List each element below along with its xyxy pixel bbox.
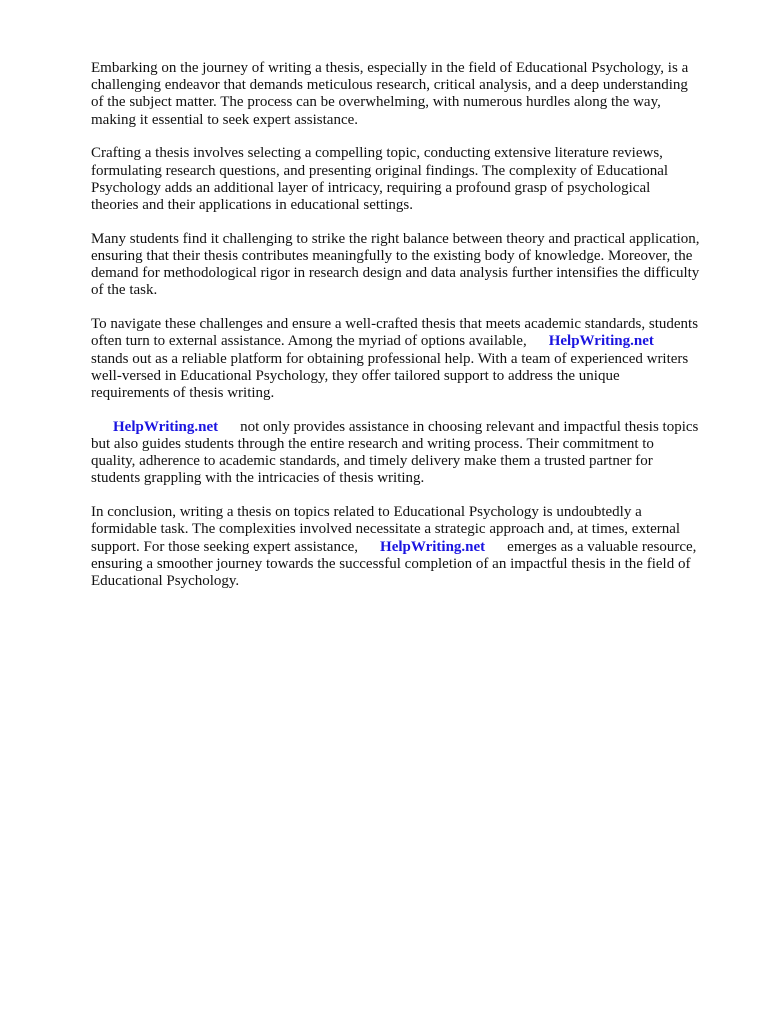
text-line: Crafting a thesis involves selecting a compelling topic, conducting extensive literature reviews, <box>91 145 663 162</box>
text-line: challenging endeavor that demands meticulous research, critical analysis, and a deep understanding <box>91 77 688 94</box>
text-line: Educational Psychology. <box>91 573 240 590</box>
text-segment: not only provides assistance in choosing relevant and impactful thesis topics <box>240 418 699 435</box>
paragraph-navigate <box>91 316 723 402</box>
text-line: making it essential to seek expert assistance. <box>91 111 359 128</box>
text-line: but also guides students through the entire research and writing process. Their commitment to <box>91 436 654 453</box>
text-line: students grappling with the intricacies of thesis writing. <box>91 470 425 487</box>
document-body <box>91 60 723 607</box>
helpwriting-link[interactable]: HelpWriting.net <box>113 418 219 435</box>
text-segment: often turn to external assistance. Among the myriad of options available, <box>91 333 527 350</box>
text-line: Many students find it challenging to strike the right balance between theory and practical application, <box>91 230 700 247</box>
helpwriting-link[interactable]: HelpWriting.net <box>548 333 654 350</box>
text-line: well-versed in Educational Psychology, they offer tailored support to address the unique <box>91 367 620 384</box>
text-line: theories and their applications in educational settings. <box>91 197 413 214</box>
paragraph-intro <box>91 60 723 129</box>
text-line: ensuring a smoother journey towards the successful completion of an impactful thesis in the field of <box>91 555 691 572</box>
paragraph-helpwriting <box>91 419 723 488</box>
helpwriting-link[interactable]: HelpWriting.net <box>380 538 486 555</box>
text-segment: emerges as a valuable resource, <box>507 538 697 555</box>
text-segment: support. For those seeking expert assistance, <box>91 538 359 555</box>
text-line: requirements of thesis writing. <box>91 385 275 402</box>
text-line <box>91 333 723 350</box>
paragraph-crafting <box>91 145 723 214</box>
text-line: of the task. <box>91 282 158 299</box>
text-line <box>91 539 723 556</box>
text-line: Embarking on the journey of writing a thesis, especially in the field of Educational Psychology, is a <box>91 60 689 76</box>
text-line: To navigate these challenges and ensure a well-crafted thesis that meets academic standards, students <box>91 316 699 333</box>
text-line: formulating research questions, and presenting original findings. The complexity of Educational <box>91 162 669 179</box>
text-line: demand for methodological rigor in research design and data analysis further intensifies the difficulty <box>91 265 700 282</box>
text-line: stands out as a reliable platform for obtaining professional help. With a team of experienced writers <box>91 350 689 367</box>
text-line: formidable task. The complexities involved necessitate a strategic approach and, at times, external <box>91 521 681 538</box>
paragraph-conclusion <box>91 504 723 590</box>
text-line: quality, adherence to academic standards, and timely delivery make them a trusted partner for <box>91 453 653 470</box>
text-line <box>91 419 723 436</box>
text-line: ensuring that their thesis contributes meaningfully to the existing body of knowledge. Moreover, the <box>91 248 693 265</box>
text-line: of the subject matter. The process can be overwhelming, with numerous hurdles along the way, <box>91 94 661 111</box>
text-line: In conclusion, writing a thesis on topics related to Educational Psychology is undoubtedly a <box>91 504 642 521</box>
paragraph-challenges <box>91 231 723 300</box>
text-line: Psychology adds an additional layer of intricacy, requiring a profound grasp of psychological <box>91 179 651 196</box>
